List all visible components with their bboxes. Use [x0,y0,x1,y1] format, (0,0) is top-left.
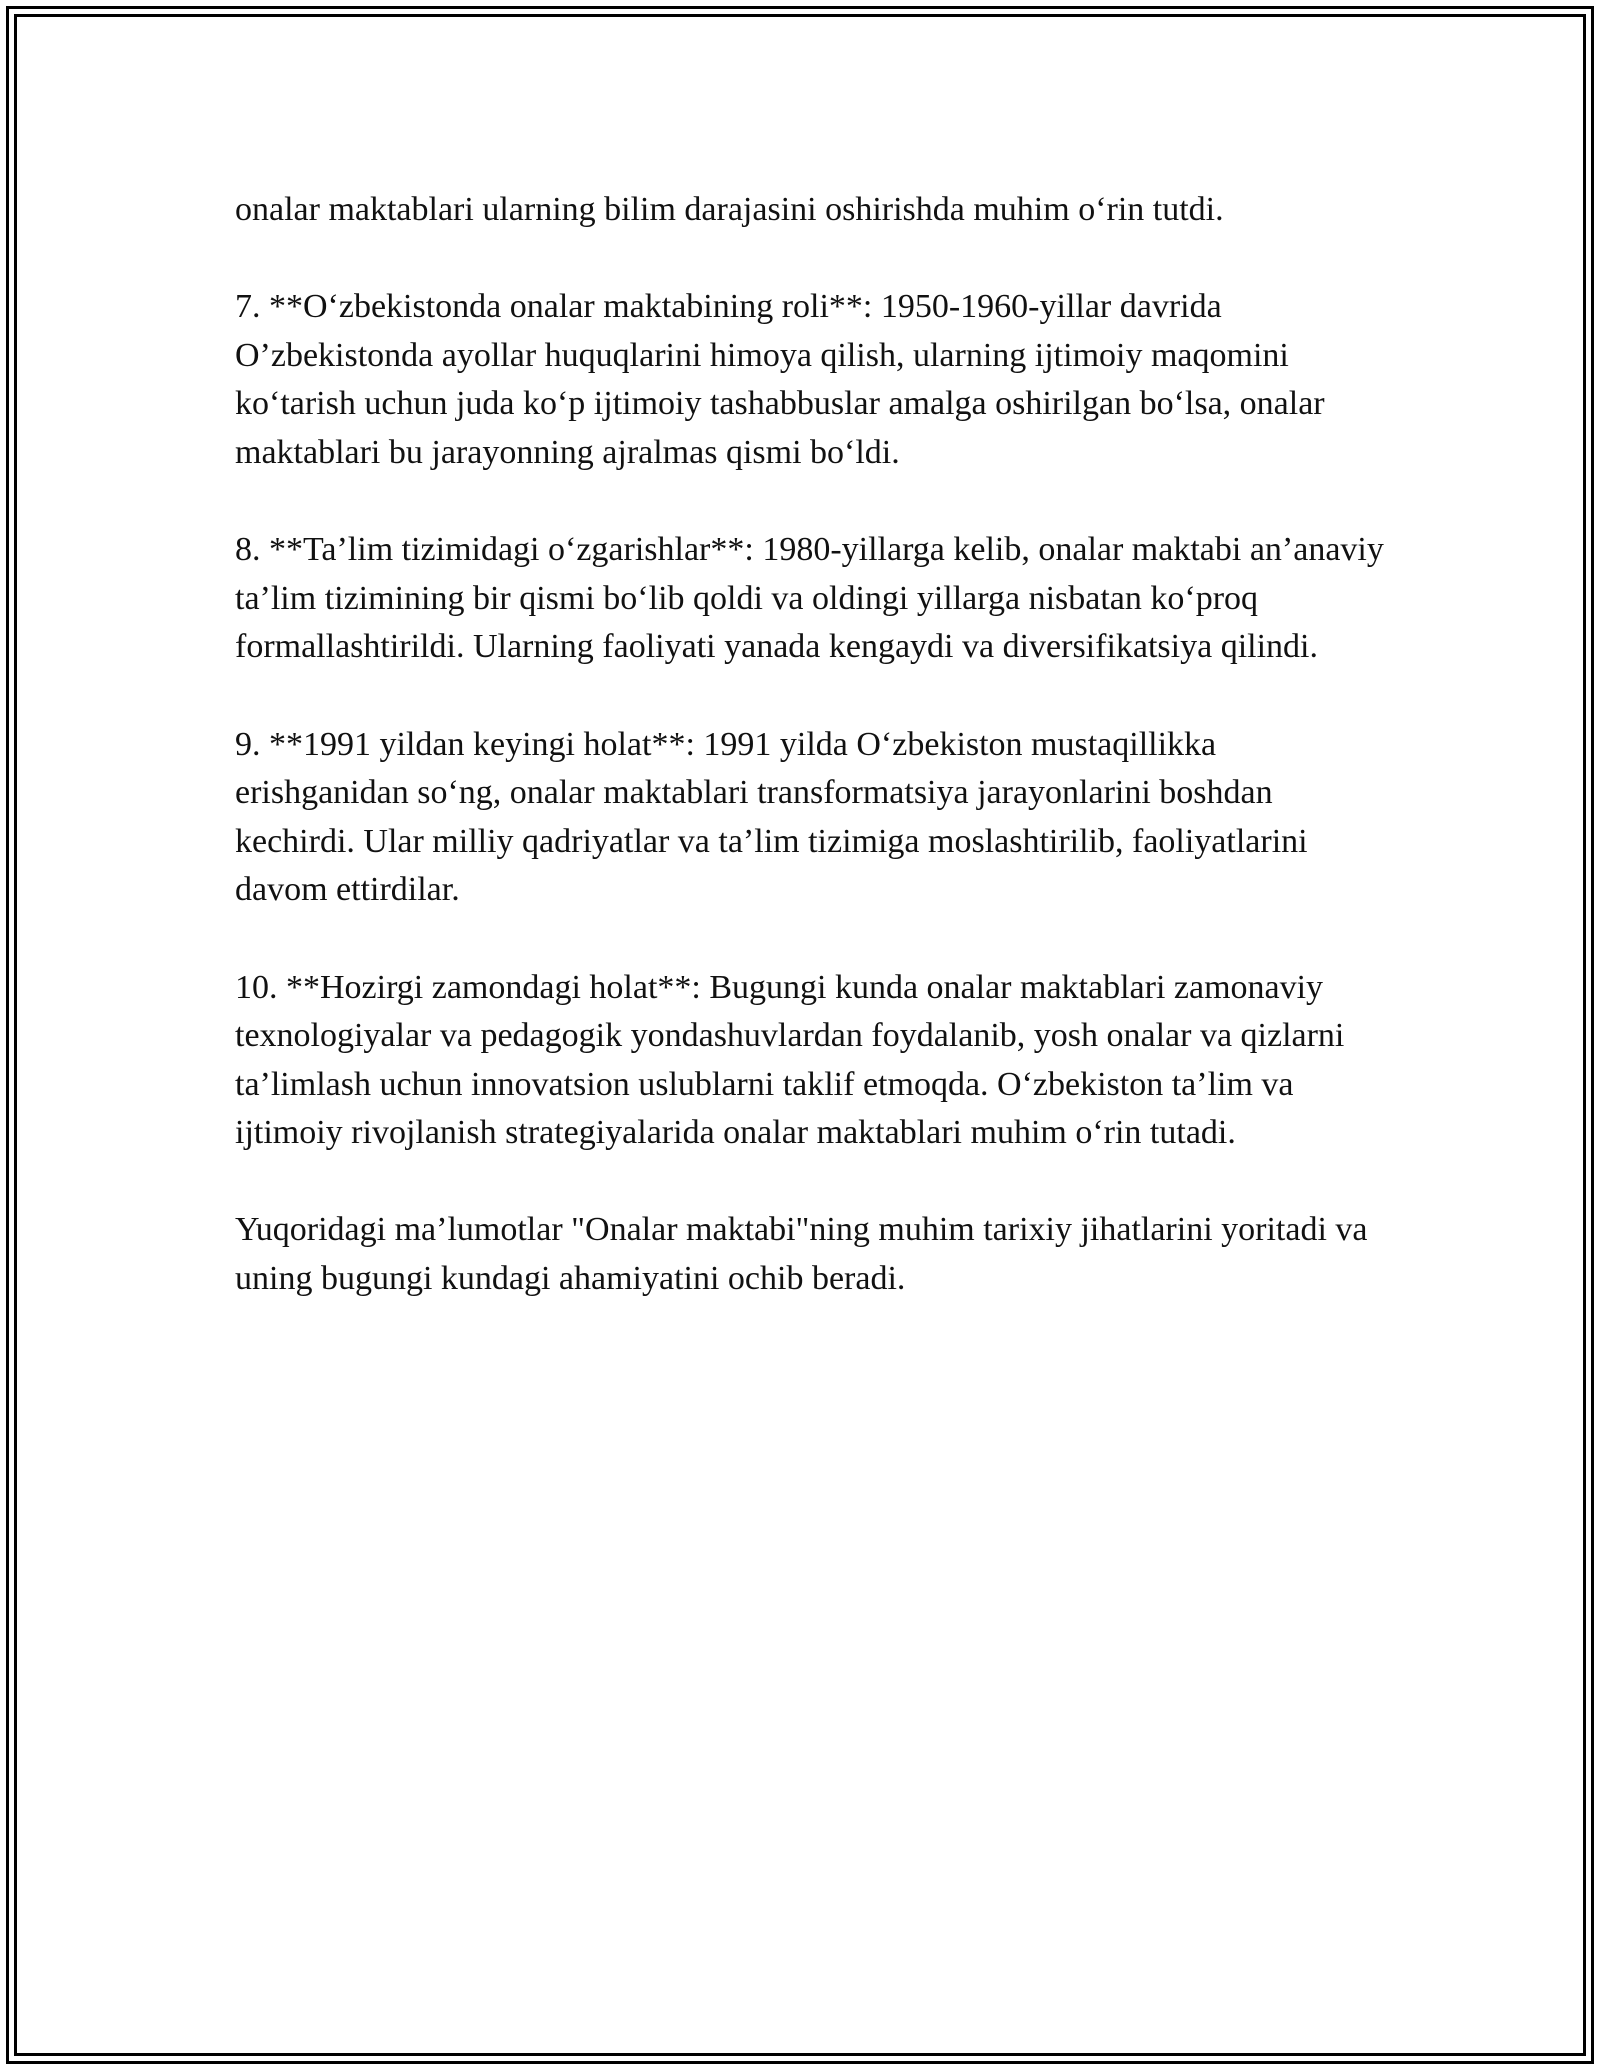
paragraph-item-9: 9. **1991 yildan keyingi holat**: 1991 yilda O‘zbekiston mustaqillikka erishganidan so‘ng, onalar maktablari transformatsiya jarayonlarini boshdan kechirdi. Ular milliy qadriyatlar va ta’lim tizimiga moslashtirilib, faoliyatlarini davom ettirdilar. [235,725,1308,909]
paragraph-item-7: 7. **O‘zbekistonda onalar maktabining roli**: 1950-1960-yillar davrida O’zbekistonda ayollar huquqlarini himoya qilish, ularning ijtimoiy maqomini ko‘tarish uchun juda ko‘p ijtimoiy tashabbuslar amalga oshirilgan bo‘lsa, onalar maktablari bu jarayonning ajralmas qismi bo‘ldi. [235,288,1325,471]
paragraph-item-8: 8. **Ta’lim tizimidagi o‘zgarishlar**: 1980-yillarga kelib, onalar maktabi an’anaviy ta’lim tizimining bir qismi bo‘lib qoldi va oldingi yillarga nisbatan ko‘proq formallashtirildi. Ularning faoliyati yanada kengaydi va diversifikatsiya qilindi. [235,531,1384,666]
paragraph-item-10: 10. **Hozirgi zamondagi holat**: Bugungi kunda onalar maktablari zamonaviy texnologiyalar va pedagogik yondashuvlardan foydalanib, yosh onalar va qizlarni ta’limlash uchun innovatsion uslublarni taklif etmoqda. O‘zbekiston ta’lim va ijtimoiy rivojlanish strategiyalarida onalar maktablari muhim o‘rin tutadi. [235,968,1345,1152]
paragraph-continuation: onalar maktablari ularning bilim darajasini oshirishda muhim o‘rin tutdi. [235,191,1224,228]
paragraph-conclusion: Yuqoridagi ma’lumotlar "Onalar maktabi"ning muhim tarixiy jihatlarini yoritadi va uning bugungi kundagi ahamiyatini ochib beradi. [235,1211,1368,1298]
document-body [235,186,1385,1352]
